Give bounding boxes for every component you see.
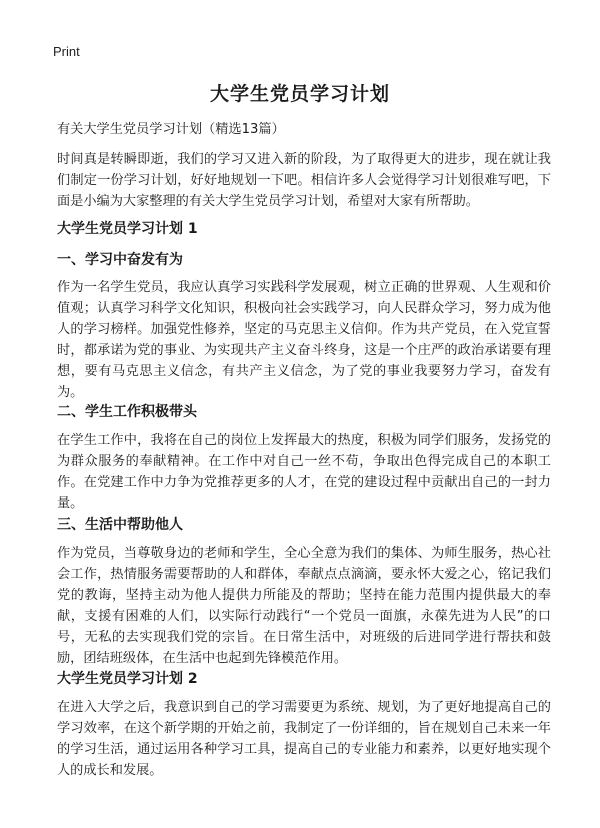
plan-1-heading: 大学生党员学习计划 1 bbox=[57, 221, 198, 237]
section-1-paragraph: 作为一名学生党员，我应认真学习实践科学发展观，树立正确的世界观、人生观和价值观；认真学习科学文化知识，积极向社会实践学习，向人民群众学习，努力成为他人的学习榜样。加强党性修养，坚定的马克思主义信仰。作为共产党员，在入党宣誓时，都承诺为党的事业、为实现共产主义奋斗终身，这是一个庄严的政治承诺要有理想，要有马克思主义信念，有共产主义信念，为了党的事业我要努力学习，奋发有为。 bbox=[57, 280, 551, 400]
page-title: 大学生党员学习计划 bbox=[209, 83, 390, 105]
intro-paragraph: 时间真是转瞬即逝，我们的学习又进入新的阶段，为了取得更大的进步，现在就让我们制定一份学习计划，好好地规划一下吧。相信许多人会觉得学习计划很难写吧，下面是小编为大家整理的有关大学生党员学习计划，希望对大家有所帮助。 bbox=[57, 152, 551, 209]
section-2-heading: 二、学生工作积极带头 bbox=[57, 404, 197, 420]
section-3-paragraph: 作为党员，当尊敬身边的老师和学生，全心全意为我们的集体、为师生服务，热心社会工作，热情服务需要帮助的人和群体，奉献点点滴滴，要永怀大爱之心，铭记我们党的教诲，坚持主动为他人提供力所能及的帮助；坚持在能力范围内提供最大的奉献，支援有困难的人们，以实际行动践行“一个党员一面旗，永葆先进为人民”的口号，无私的去实现我们党的宗旨。在日常生活中，对班级的后进同学进行帮扶和鼓励，团结班级体，在生活中也起到先锋模范作用。 bbox=[57, 546, 551, 666]
document-subtitle: 有关大学生党员学习计划（精选13篇） bbox=[57, 122, 285, 137]
section-3-heading: 三、生活中帮助他人 bbox=[57, 517, 183, 533]
print-label[interactable]: Print bbox=[53, 44, 80, 59]
section-1-heading: 一、学习中奋发有为 bbox=[57, 252, 183, 268]
plan-2-heading: 大学生党员学习计划 2 bbox=[57, 671, 198, 687]
section-2-paragraph: 在学生工作中，我将在自己的岗位上发挥最大的热度，积极为同学们服务，发扬党的为群众服务的奉献精神。在工作中对自己一丝不苟，争取出色得完成自己的本职工作。在党建工作中力争为党推荐更多的人才，在党的建设过程中贡献出自己的一封力量。 bbox=[57, 433, 551, 511]
plan-2-paragraph: 在进入大学之后，我意识到自己的学习需要更为系统、规划，为了更好地提高自己的学习效率，在这个新学期的开始之前，我制定了一份详细的，旨在规划自己未来一年的学习生活，通过运用各种学习工具，提高自己的专业能力和素养，以更好地实现个人的成长和发展。 bbox=[57, 700, 551, 778]
